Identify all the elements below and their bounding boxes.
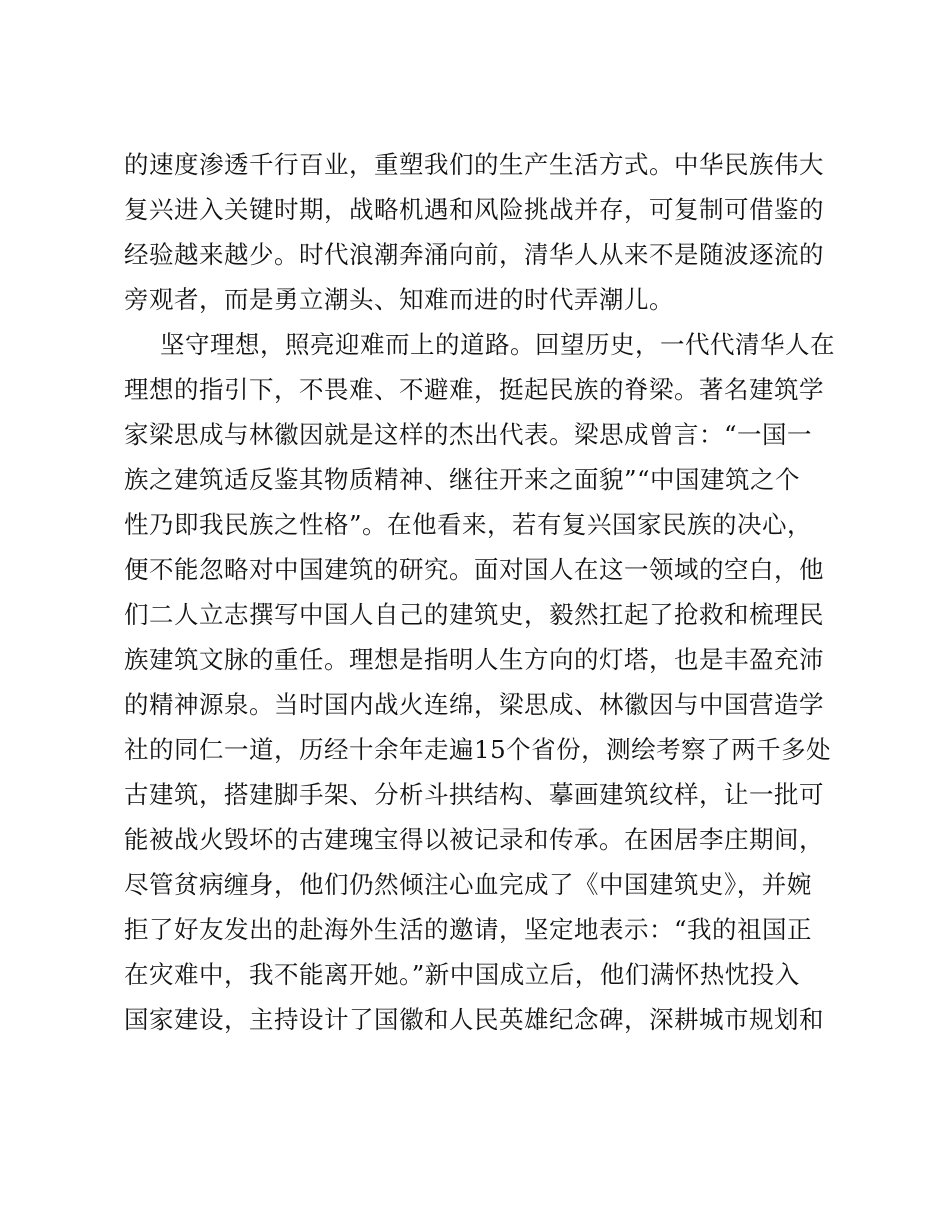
text-line: 旁观者，而是勇立潮头、知难而进的时代弄潮儿。: [124, 285, 674, 314]
text-line: 国家建设，主持设计了国徽和人民英雄纪念碑，深耕城市规划和: [124, 1005, 824, 1034]
text-line: 经验越来越少。时代浪潮奔涌向前，清华人从来不是随波逐流的: [124, 240, 824, 269]
text-line: 便不能忽略对中国建筑的研究。面对国人在这一领域的空白，他: [124, 555, 824, 584]
text-line: 尽管贫病缠身，他们仍然倾注心血完成了《中国建筑史》，并婉: [124, 870, 812, 899]
text-line: 家梁思成与林徽因就是这样的杰出代表。梁思成曾言：“一国一: [124, 420, 813, 449]
text-line: 理想的指引下，不畏难、不避难，挺起民族的脊梁。著名建筑学: [124, 375, 824, 404]
text-line: 古建筑，搭建脚手架、分析斗拱结构、摹画建筑纹样，让一批可: [124, 780, 824, 809]
text-line: 的速度渗透千行百业，重塑我们的生产生活方式。中华民族伟大: [124, 150, 824, 179]
text-line: 在灾难中，我不能离开她。”新中国成立后，他们满怀热忱投入: [124, 960, 800, 989]
text-line: 社的同仁一道，历经十余年走遍15个省份，测绘考察了两千多处: [124, 735, 832, 764]
paragraph-start-line: 坚守理想，照亮迎难而上的道路。回望历史，一代代清华人在: [160, 330, 835, 359]
text-line: 族建筑文脉的重任。理想是指明人生方向的灯塔，也是丰盈充沛: [124, 645, 824, 674]
text-line: 的精神源泉。当时国内战火连绵，梁思成、林徽因与中国营造学: [124, 690, 824, 719]
text-line: 性乃即我民族之性格”。在他看来，若有复兴国家民族的决心，: [124, 510, 813, 539]
text-line: 能被战火毁坏的古建瑰宝得以被记录和传承。在困居李庄期间，: [124, 825, 824, 854]
text-line: 拒了好友发出的赴海外生活的邀请，坚定地表示：“我的祖国正: [124, 915, 813, 944]
text-line: 族之建筑适反鉴其物质精神、继往开来之面貌”“中国建筑之个: [124, 465, 801, 494]
text-line: 们二人立志撰写中国人自己的建筑史，毅然扛起了抢救和梳理民: [124, 600, 824, 629]
text-line: 复兴进入关键时期，战略机遇和风险挑战并存，可复制可借鉴的: [124, 195, 824, 224]
